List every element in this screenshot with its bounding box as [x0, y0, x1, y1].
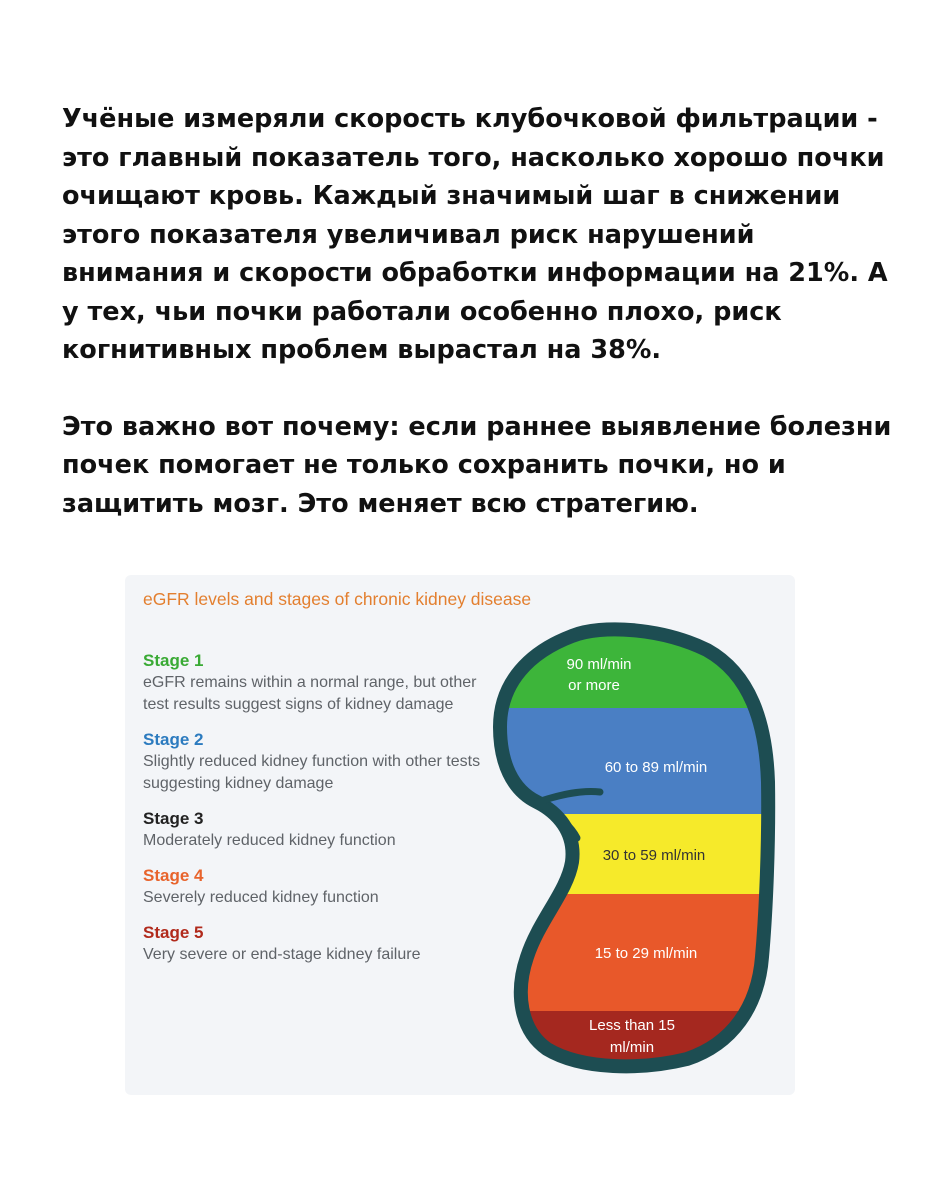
article-paragraph-2: Это важно вот почему: если раннее выявление болезни почек помогает не только сохранить почки, но и защитить мозг. Это меняет всю стратегию.: [62, 411, 892, 519]
stage-item: [143, 650, 488, 716]
stage-list: [143, 650, 488, 979]
stage-name: Stage 5: [143, 923, 204, 942]
stage-name: Stage 3: [143, 809, 204, 828]
stage-description: Severely reduced kidney function: [143, 889, 379, 906]
band-label: 60 to 89 ml/min: [604, 759, 708, 776]
stage-item: [143, 729, 488, 795]
stage-item: [143, 922, 488, 966]
stage-description: eGFR remains within a normal range, but other test results suggest signs of kidney damage: [143, 674, 477, 713]
stage-name: Stage 4: [143, 866, 204, 885]
band-label: Less than 15: [589, 1017, 675, 1034]
band-label: or more: [568, 677, 620, 694]
infographic-title: eGFR levels and stages of chronic kidney disease: [143, 589, 532, 609]
stage-item: [143, 808, 488, 852]
stage-description: Slightly reduced kidney function with other tests suggesting kidney damage: [143, 753, 481, 792]
band-label: 30 to 59 ml/min: [602, 847, 706, 864]
stage-description: Very severe or end-stage kidney failure: [143, 946, 421, 963]
stage-name: Stage 1: [143, 651, 204, 670]
article-paragraph-1: Учёные измеряли скорость клубочковой фильтрации - это главный показатель того, насколько хорошо почки очищают кровь. Каждый значимый шаг в снижении этого показателя увеличивал риск нарушений внимания и скорости обработки информации на 21%. А у тех, чьи почки работали особенно плохо, риск когнитивных проблем вырастал на 38%.: [62, 104, 888, 365]
band-label: ml/min: [609, 1039, 655, 1056]
stage-description: Moderately reduced kidney function: [143, 832, 396, 849]
band-label: 15 to 29 ml/min: [594, 945, 698, 962]
stage-item: [143, 865, 488, 909]
kidney-diagram: [482, 612, 782, 1087]
article-text: [62, 100, 892, 523]
band-label: 90 ml/min: [566, 656, 632, 673]
stage-name: Stage 2: [143, 730, 204, 749]
